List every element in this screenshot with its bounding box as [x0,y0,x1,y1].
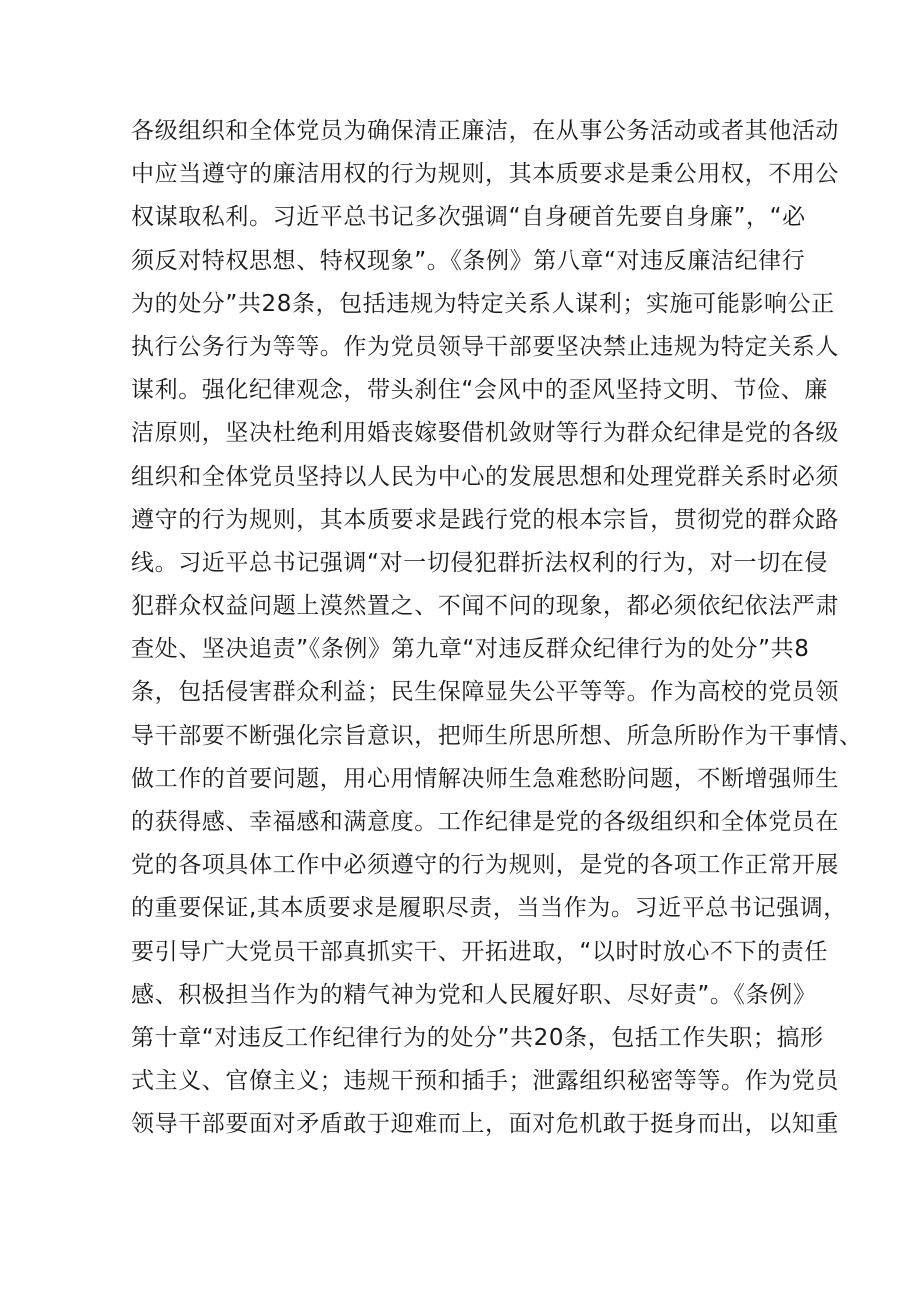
text-line: 线。习近平总书记强调“对一切侵犯群折法权利的行为，对一切在侵 [131,549,828,576]
text-line: 组织和全体党员坚持以人民为中心的发展思想和处理党群关系时必须 [131,463,839,490]
text-line: 为的处分”共28条，包括违规为特定关系人谋利；实施可能影响公正 [131,290,835,317]
text-line: 各级组织和全体党员为确保清正廉洁，在从事公务活动或者其他活动 [131,118,839,144]
text-line: 感、积极担当作为的精气神为党和人民履好职、尽好责”。《条例》 [131,981,817,1008]
text-line: 须反对特权思想、特权现象”。《条例》第八章“对违反廉洁纪律行 [131,247,806,274]
text-line: 做工作的首要问题，用心用情解决师生急难愁盼问题，不断增强师生 [131,765,839,792]
text-line: 中应当遵守的廉洁用权的行为规则，其本质要求是秉公用权，不用公 [131,161,839,188]
text-line: 遵守的行为规则，其本质要求是践行党的根本宗旨，贯彻党的群众路 [131,506,839,533]
text-line: 导干部要不断强化宗旨意识，把师生所思所想、所急所盼作为干事情、 [131,722,863,749]
text-line: 条，包括侵害群众利益；民生保障显失公平等等。作为高校的党员领 [131,679,839,706]
text-line: 第十章“对违反工作纪律行为的处分”共20条，包括工作失职；搞形 [131,1024,824,1051]
text-line: 犯群众权益问题上漠然置之、不闻不问的现象，都必须依纪依法严肃 [131,593,839,620]
text-line: 权谋取私利。习近平总书记多次强调“自身硬首先要自身廉”，“必 [131,204,806,231]
text-line: 谋利。强化纪律观念，带头刹住“会风中的歪风坚持文明、节俭、廉 [131,377,828,404]
text-line: 执行公务行为等等。作为党员领导干部要坚决禁止违规为特定关系人 [131,333,839,360]
body-paragraph [131,110,863,1147]
text-line: 党的各项具体工作中必须遵守的行为规则，是党的各项工作正常开展 [131,852,839,879]
text-line: 要引导广大党员干部真抓实干、开拓进取，“以时时放心不下的责任 [131,938,828,965]
text-line: 式主义、官僚主义；违规干预和插手；泄露组织秘密等等。作为党员 [131,1068,839,1095]
text-line: 领导干部要面对矛盾敢于迎难而上，面对危机敢于挺身而出，以知重 [131,1111,839,1138]
text-line: 洁原则，坚决杜绝利用婚丧嫁娶借机敛财等行为群众纪律是党的各级 [131,420,839,447]
text-line: 查处、坚决追责”《条例》第九章“对违反群众纪律行为的处分”共8 [131,636,810,663]
text-line: 的获得感、幸福感和满意度。工作纪律是党的各级组织和全体党员在 [131,809,839,835]
text-line: 的重要保证,其本质要求是履职尽责，当当作为。习近平总书记强调， [131,895,847,922]
